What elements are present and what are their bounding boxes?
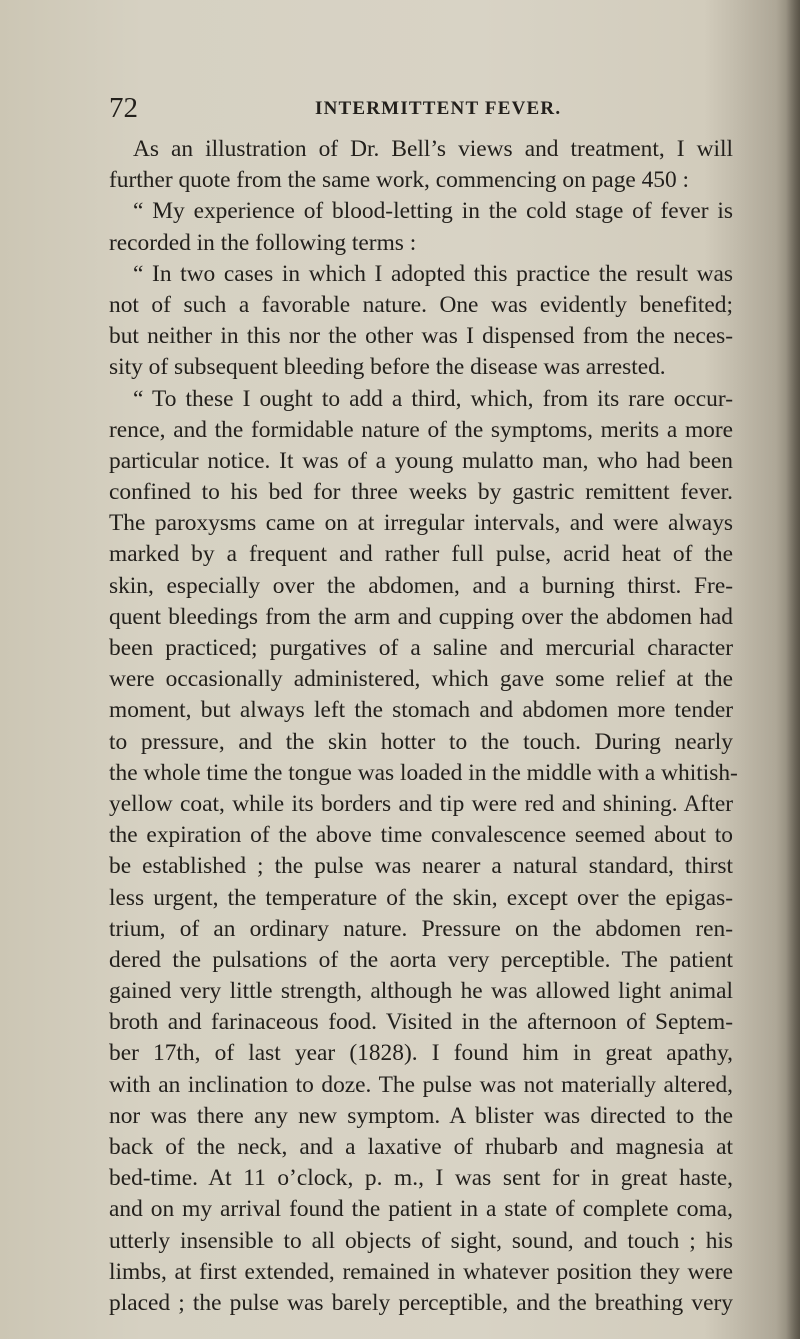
text-line: nor was there any new symptom. A blister was directed to the	[109, 1102, 733, 1129]
text-line: be established ; the pulse was nearer a natural standard, thirst	[109, 853, 733, 880]
text-line: utterly insensible to all objects of sight, sound, and touch ; his	[109, 1227, 733, 1254]
text-line: rence, and the formidable nature of the symptoms, merits a more	[109, 416, 733, 443]
text-line: back of the neck, and a laxative of rhubarb and magnesia at	[109, 1134, 733, 1160]
text-line: not of such a favorable nature. One was evidently benefited;	[109, 291, 733, 318]
text-line: limbs, at first extended, remained in whatever position they were	[109, 1258, 733, 1285]
text-line: and on my arrival found the patient in a state of complete coma,	[109, 1196, 733, 1223]
text-line: were occasionally administered, which gave some relief at the	[109, 666, 733, 693]
text-line: but neither in this nor the other was I dispensed from the neces-	[109, 323, 733, 350]
running-title: INTERMITTENT FEVER.	[315, 98, 562, 119]
text-line: with an inclination to doze. The pulse was not materially altered,	[109, 1071, 733, 1098]
text-line: quent bleedings from the arm and cupping over the abdomen had	[109, 603, 733, 630]
text-line: the expiration of the above time convalescence seemed about to	[109, 822, 733, 849]
text-line: confined to his bed for three weeks by gastric remittent fever.	[109, 479, 733, 506]
text-line: recorded in the following terms :	[109, 229, 417, 256]
text-line: marked by a frequent and rather full pulse, acrid heat of the	[109, 541, 733, 568]
text-line: broth and farinaceous food. Visited in the afternoon of Septem-	[109, 1009, 733, 1036]
text-line: dered the pulsations of the aorta very perceptible. The patient	[109, 946, 733, 973]
text-line: skin, especially over the abdomen, and a burning thirst. Fre-	[109, 572, 733, 599]
text-line: placed ; the pulse was barely perceptible, and the breathing very	[109, 1289, 733, 1316]
text-line: As an illustration of Dr. Bell’s views and treatment, I will	[133, 136, 733, 162]
text-line: The paroxysms came on at irregular intervals, and were always	[109, 510, 733, 537]
text-line: gained very little strength, although he was allowed light animal	[109, 978, 733, 1005]
text-line: moment, but always left the stomach and abdomen more tender	[109, 697, 733, 724]
text-line: the whole time the tongue was loaded in the middle with a whitish-	[109, 759, 738, 786]
text-line: to pressure, and the skin hotter to the touch. During nearly	[109, 728, 733, 755]
text-line: particular notice. It was of a young mulatto man, who had been	[109, 447, 733, 474]
text-line: ber 17th, of last year (1828). I found him in great apathy,	[109, 1040, 733, 1067]
text-line: yellow coat, while its borders and tip were red and shining. After	[109, 790, 733, 817]
text-line: bed-time. At 11 o’clock, p. m., I was sent for in great haste,	[109, 1165, 733, 1192]
text-line: “ To these I ought to add a third, which, from its rare occur-	[133, 385, 733, 412]
text-line: “ My experience of blood-letting in the cold stage of fever is	[133, 198, 733, 225]
page-edge-shadow	[786, 0, 800, 1339]
text-line: trium, of an ordinary nature. Pressure on the abdomen ren-	[109, 915, 733, 942]
page-header	[109, 88, 729, 128]
text-line: further quote from the same work, commencing on page 450 :	[109, 167, 690, 194]
text-line: “ In two cases in which I adopted this practice the result was	[133, 260, 733, 287]
body-text	[109, 134, 738, 1319]
text-line: less urgent, the temperature of the skin, except over the epigas-	[109, 884, 733, 911]
page-number: 72	[109, 92, 138, 124]
text-line: been practiced; purgatives of a saline and mercurial character	[109, 635, 733, 661]
text-line: sity of subsequent bleeding before the disease was arrested.	[109, 354, 666, 381]
